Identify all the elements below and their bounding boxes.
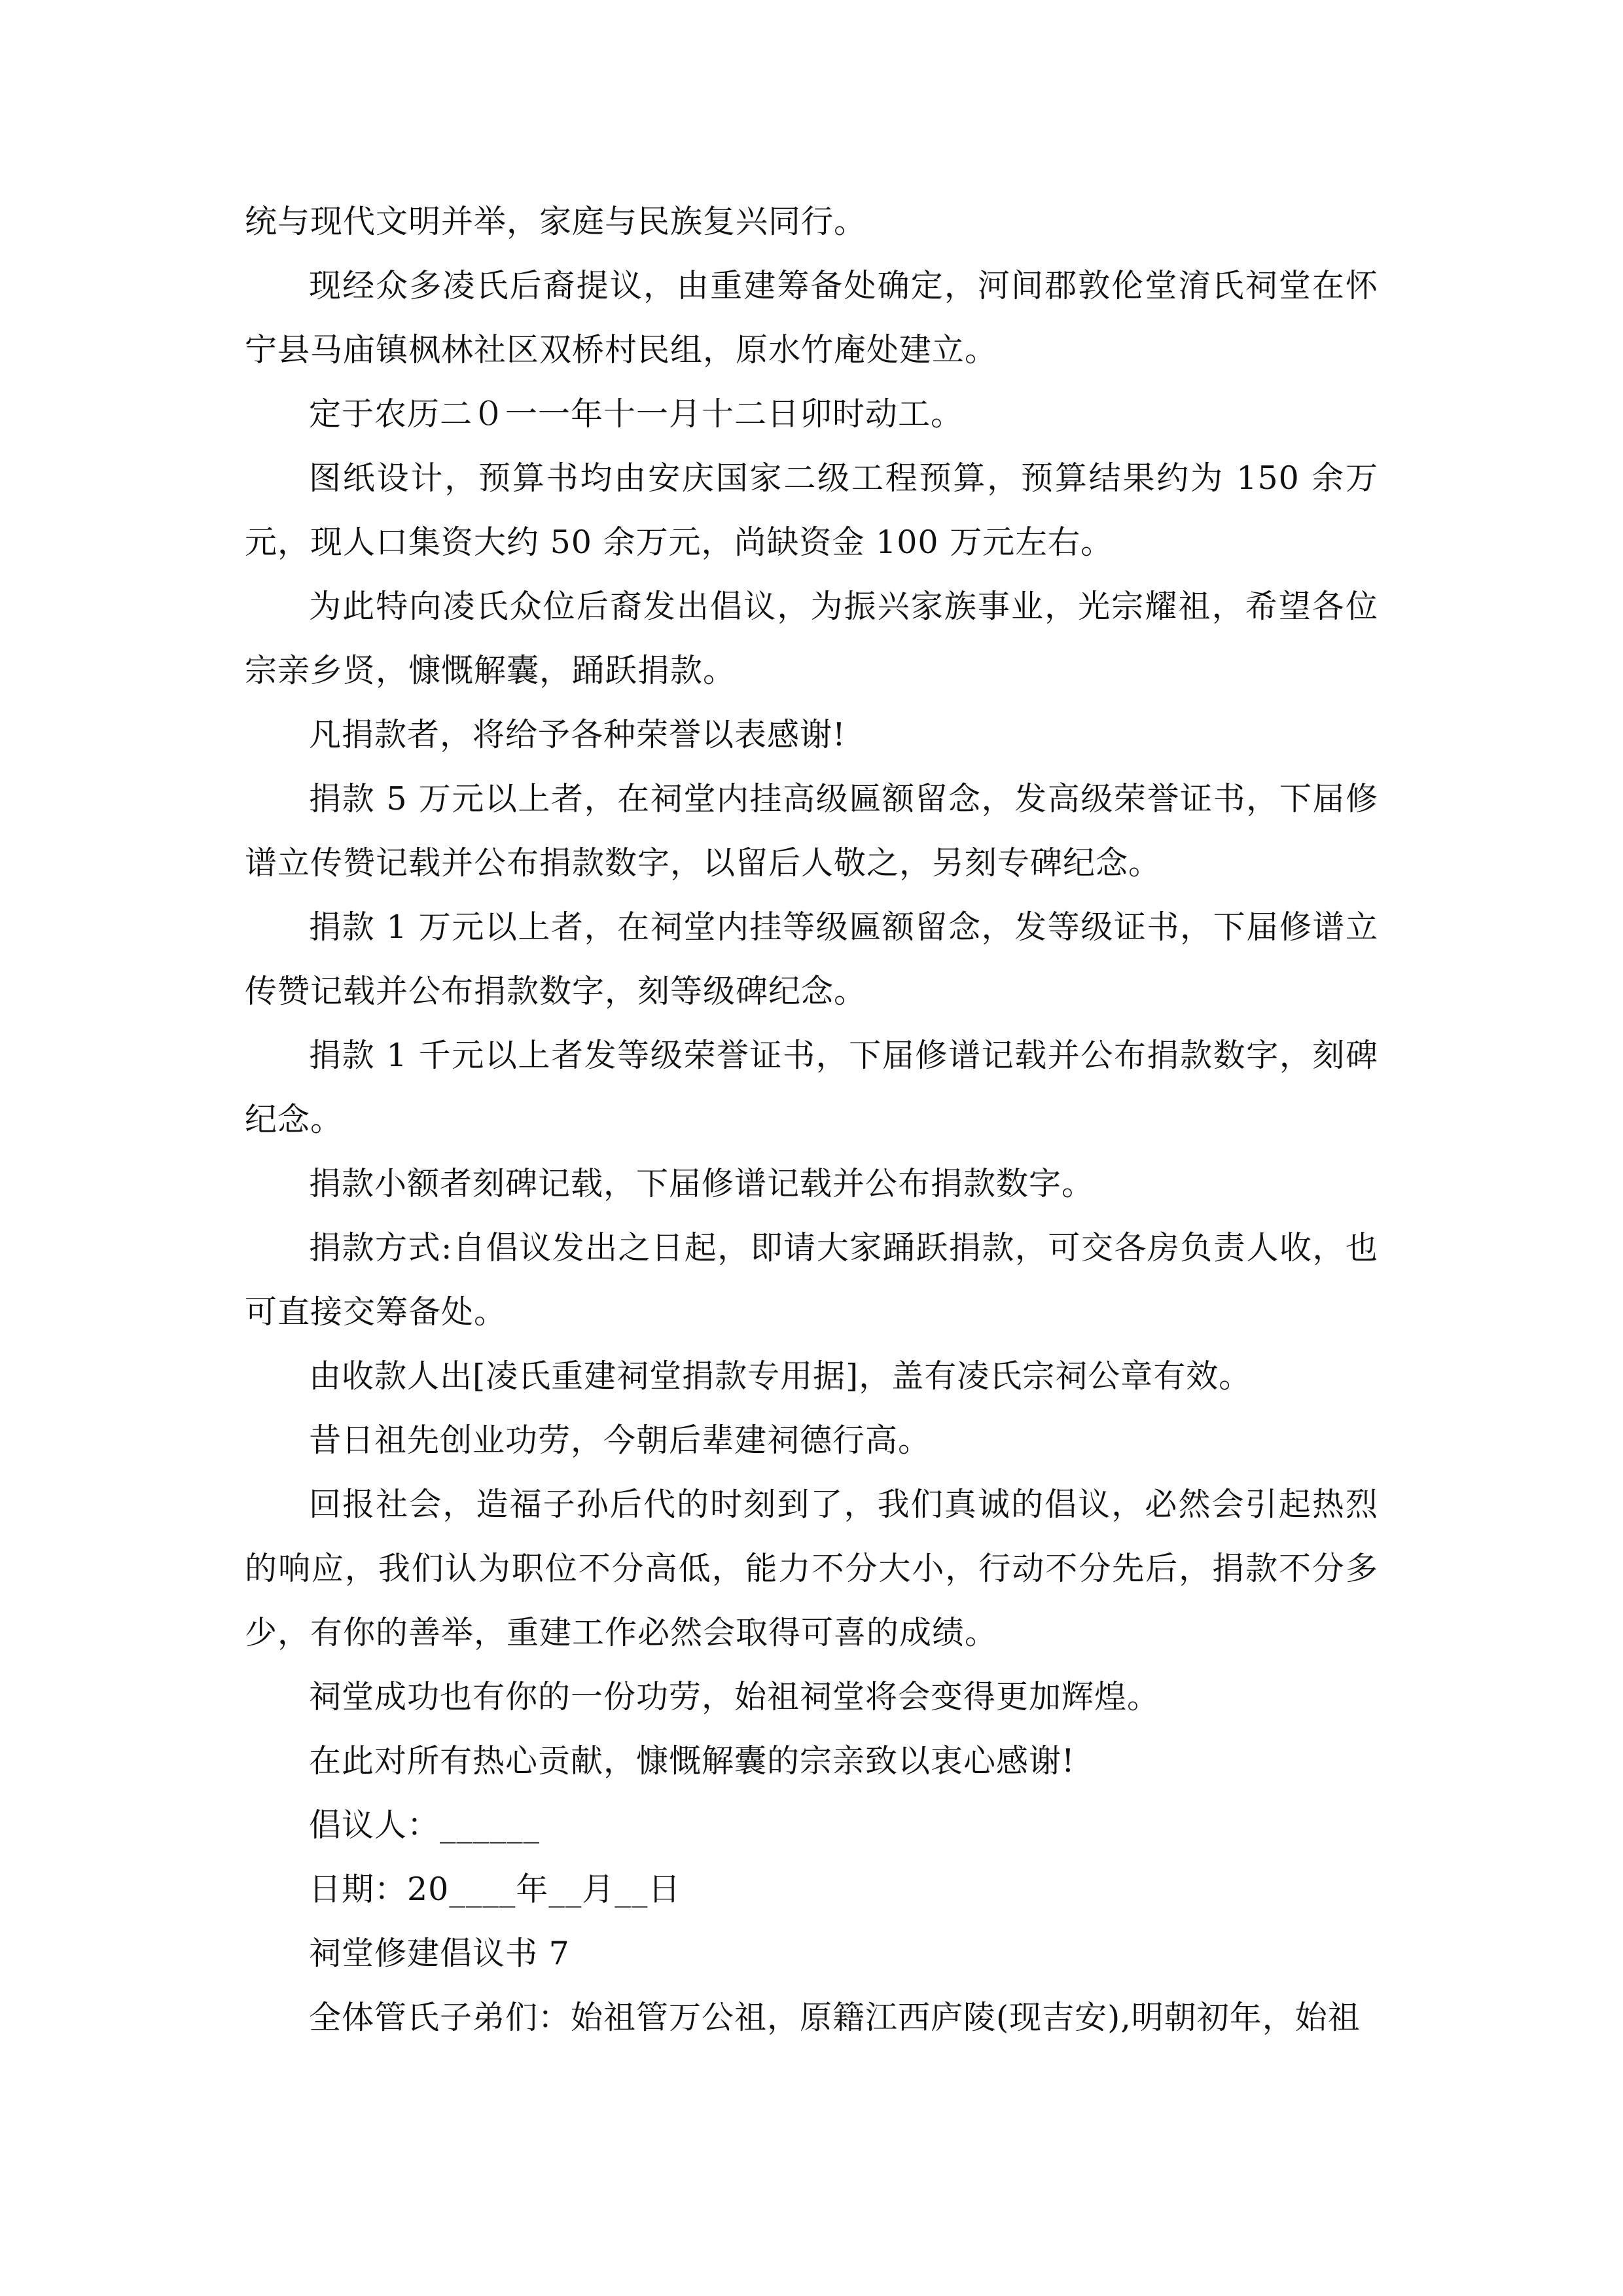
paragraph: 昔日祖先创业功劳，今朝后辈建祠德行高。: [309, 1422, 931, 1459]
paragraph: 捐款方式:自倡议发出之日起，即请大家踊跃捐款，可交各房负责人收，也可直接交筹备处。: [245, 1229, 1378, 1331]
document-body: [245, 190, 1378, 2050]
paragraph: 定于农历二０一一年十一月十二日卯时动工。: [309, 395, 964, 433]
paragraph: 在此对所有热心贡献，慷慨解囊的宗亲致以衷心感谢!: [309, 1742, 1075, 1780]
paragraph: 图纸设计，预算书均由安庆国家二级工程预算，预算结果约为 150 余万元，现人口集资大约 50 余万元，尚缺资金 100 万元左右。: [245, 459, 1378, 561]
paragraph: 由收款人出[凌氏重建祠堂捐款专用据]，盖有凌氏宗祠公章有效。: [309, 1357, 1252, 1395]
paragraph: 捐款 5 万元以上者，在祠堂内挂高级匾额留念，发高级荣誉证书，下届修谱立传赞记载并公布捐款数字，以留后人敬之，另刻专碑纪念。: [245, 780, 1378, 882]
paragraph: 回报社会，造福子孙后代的时刻到了，我们真诚的倡议，必然会引起热烈的响应，我们认为职位不分高低，能力不分大小，行动不分先后，捐款不分多少，有你的善举，重建工作必然会取得可喜的成绩。: [245, 1486, 1378, 1651]
paragraph: 捐款小额者刻碑记载，下届修谱记载并公布捐款数字。: [309, 1165, 1095, 1202]
paragraph: 现经众多凌氏后裔提议，由重建筹备处确定，河间郡敦伦堂淯氏祠堂在怀宁县马庙镇枫林社区双桥村民组，原水竹庵处建立。: [245, 267, 1378, 368]
paragraph: 捐款 1 千元以上者发等级荣誉证书，下届修谱记载并公布捐款数字，刻碑纪念。: [245, 1037, 1378, 1138]
paragraph: 祠堂成功也有你的一份功劳，始祖祠堂将会变得更加辉煌。: [309, 1678, 1160, 1715]
date-line: 日期：20____年__月__日: [309, 1871, 681, 1908]
paragraph: 捐款 1 万元以上者，在祠堂内挂等级匾额留念，发等级证书，下届修谱立传赞记载并公布捐款数字，刻等级碑纪念。: [245, 908, 1378, 1010]
paragraph: 为此特向凌氏众位后裔发出倡议，为振兴家族事业，光宗耀祖，希望各位宗亲乡贤，慷慨解囊，踊跃捐款。: [245, 588, 1378, 689]
paragraph: 统与现代文明并举，家庭与民族复兴同行。: [245, 203, 867, 240]
paragraph: 全体管氏子弟们：始祖管万公祖，原籍江西庐陵(现吉安),明朝初年，始祖: [309, 1999, 1361, 2036]
section-title: 祠堂修建倡议书 7: [309, 1935, 570, 1972]
signer-line: 倡议人：______: [309, 1806, 541, 1844]
paragraph: 凡捐款者，将给予各种荣誉以表感谢!: [309, 716, 846, 753]
